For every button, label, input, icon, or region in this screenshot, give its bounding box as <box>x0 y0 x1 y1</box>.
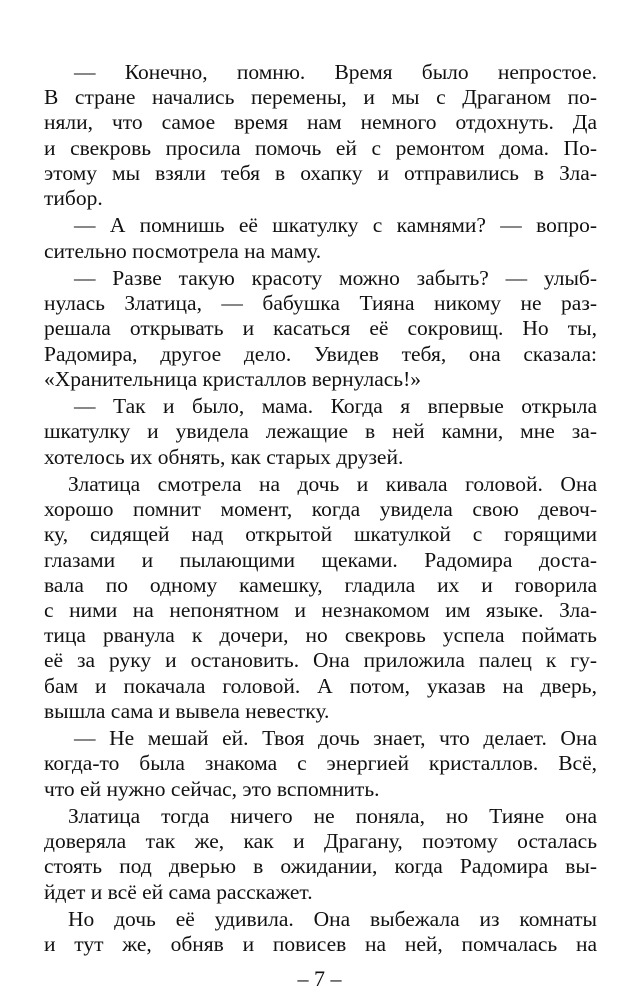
text-line: — Разве такую красоту можно забыть? — улыб- <box>74 266 597 290</box>
text-line: вышла сама и вывела невестку. <box>44 698 330 723</box>
text-line: йдет и всё ей сама расскажет. <box>44 879 313 904</box>
text-line: — А помнишь её шкатулку с камнями? — вопро- <box>74 213 597 238</box>
text-line: тица рванула к дочери, но свекровь успела поймать <box>44 623 597 648</box>
text-line: бам и покачала головой. А потом, указав на дверь, <box>44 673 597 698</box>
text-line: — Так и было, мама. Когда я впервые открыла <box>74 394 597 419</box>
text-line: когда-то была знакома с энергией кристаллов. Всё, <box>44 751 597 776</box>
text-line: что ей нужно сейчас, это вспомнить. <box>44 776 380 801</box>
text-line: хотелось их обнять, как старых друзей. <box>44 444 404 469</box>
text-line: «Хранительница кристаллов вернулась!» <box>44 366 422 391</box>
text-line: с ними на непонятном и незнакомом им языке. Зла- <box>44 598 597 622</box>
text-line: решала открывать и касаться её сокровищ. Но ты, <box>44 316 597 341</box>
text-line: сительно посмотрела на маму. <box>44 238 322 263</box>
text-line: хорошо помнит момент, когда увидела свою девоч- <box>44 497 597 522</box>
text-line: — Конечно, помню. Время было непростое. <box>74 60 597 84</box>
text-line: В стране начались перемены, и мы с Драганом по- <box>44 85 597 110</box>
text-line: няли, что самое время нам немного отдохнуть. Да <box>44 110 597 135</box>
text-line: ку, сидящей над открытой шкатулкой с горящими <box>44 522 597 547</box>
text-line: доверяла так же, как и Драгану, поэтому осталась <box>44 829 597 854</box>
text-line: нулась Златица, — бабушка Тияна никому не раз- <box>44 291 597 316</box>
text-line: этому мы взяли тебя в охапку и отправились в Зла- <box>44 160 597 185</box>
text-line: Златица смотрела на дочь и кивала головой. Она <box>68 472 597 496</box>
text-line: стоять под дверью в ожидании, когда Радомира вы- <box>44 854 597 879</box>
text-line: шкатулку и увидела лежащие в ней камни, мне за- <box>44 419 597 444</box>
text-line: глазами и пылающими щеками. Радомира доста- <box>44 547 597 572</box>
text-line: и тут же, обняв и повисев на ней, помчалась на <box>44 932 597 957</box>
text-line: Златица тогда ничего не поняла, но Тияне она <box>68 804 597 828</box>
text-line: Но дочь её удивила. Она выбежала из комнаты <box>68 907 597 931</box>
text-line: её за руку и остановить. Она приложила палец к гу- <box>44 648 597 673</box>
text-line: и свекровь просила помочь ей с ремонтом дома. По- <box>44 135 597 160</box>
text-line: — Не мешай ей. Твоя дочь знает, что делает. Она <box>74 726 597 751</box>
text-line: Радомира, другое дело. Увидев тебя, она сказала: <box>44 341 597 366</box>
text-line: тибор. <box>44 186 103 210</box>
text-line: вала по одному камешку, гладила их и говорила <box>44 572 597 597</box>
page-number: – 7 – <box>297 966 342 991</box>
